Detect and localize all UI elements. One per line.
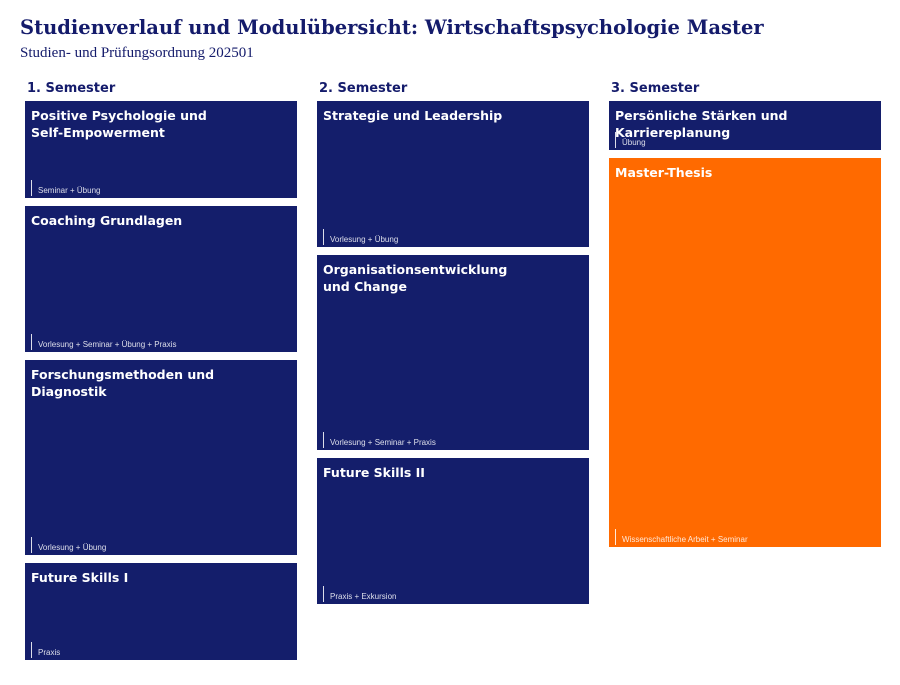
module-type: Seminar + Übung (31, 180, 100, 196)
module-card-future-skills-1 (25, 563, 297, 660)
module-type: Praxis (31, 642, 60, 658)
module-card-forschungsmethoden (25, 360, 297, 555)
module-type: Vorlesung + Seminar + Praxis (323, 432, 436, 448)
module-title: Positive Psychologie und Self-Empowerment (31, 108, 207, 140)
module-title: Persönliche Stärken und Karriereplanung (615, 108, 788, 140)
module-type: Vorlesung + Übung (31, 537, 106, 553)
module-card-strategie-leadership (317, 101, 589, 247)
module-card-future-skills-2 (317, 458, 589, 604)
module-title: Forschungsmethoden und Diagnostik (31, 367, 215, 399)
semester-1-heading: 1. Semester (27, 81, 116, 96)
module-type: Praxis + Exkursion (323, 586, 396, 602)
semester-3-heading: 3. Semester (611, 81, 700, 96)
module-type: Vorlesung + Übung (323, 229, 398, 245)
module-title: Organisationsentwicklung und Change (323, 262, 508, 294)
page-title: Studienverlauf und Modulübersicht: Wirtschaftspsychologie Master (20, 16, 764, 39)
module-title: Strategie und Leadership (323, 108, 503, 123)
page-subtitle: Studien- und Prüfungsordnung 202501 (20, 45, 254, 61)
module-card-positive-psychologie (25, 101, 297, 198)
module-type: Vorlesung + Seminar + Übung + Praxis (31, 334, 177, 350)
module-title: Master-Thesis (615, 165, 713, 180)
module-title: Future Skills I (31, 570, 129, 585)
module-type: Wissenschaftliche Arbeit + Seminar (615, 529, 748, 545)
module-card-master-thesis (609, 158, 881, 547)
module-title: Coaching Grundlagen (31, 213, 183, 228)
semester-2-heading: 2. Semester (319, 81, 408, 96)
module-title: Future Skills II (323, 465, 425, 480)
module-card-organisationsentwicklung (317, 255, 589, 450)
module-card-coaching-grundlagen (25, 206, 297, 352)
module-card-persoenliche-staerken (609, 101, 881, 150)
module-type: Übung (615, 132, 646, 148)
